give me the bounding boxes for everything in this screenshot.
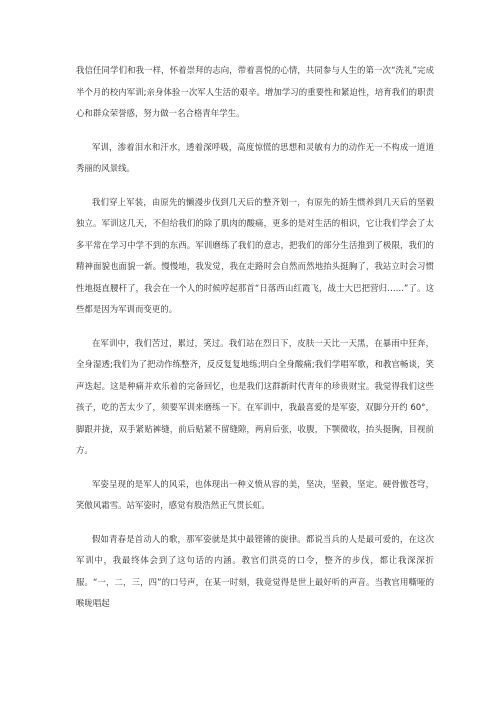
paragraph-1: 我信任同学们和我一样，怀着崇拜的志向，带着喜悦的心情，共同参与人生的第一次“洗礼”完成半个月的校内军训;亲身体验一次军人生活的艰辛。增加学习的重要性和紧迫性，培育我们的职责心和群众荣誉感，努力做一名合格青年学生。 xyxy=(76,65,434,118)
paragraph-4: 在军训中，我们苦过，累过，笑过。我们站在烈日下，皮肤一天比一天黑，在暴雨中狂奔，全身湿透;我们为了把动作练整齐，反反复复地练;明白全身酸痛;我们学唱军歌，和教官畅谈，笑声迭起。这是种痛并欢乐着的完备回忆，也是我们这群新时代青年的珍贵财宝。我觉得我们这些孩子，吃的苦太少了，须要军训来磨练一下。在军训中，我最喜爱的是军姿，双脚分开约 60°，脚跟并拢，双手紧贴裤缝，前后贴紧不留缝隙，两肩后张，收腹，下颚微收，抬头挺胸，目视前方。 xyxy=(76,337,434,455)
paragraph-2: 军训，渗着泪水和汗水，透着深呼吸，高度惊慌的思想和灵敏有力的动作无一不构成一道道秀丽的风景线。 xyxy=(76,141,434,173)
paragraph-3: 我们穿上军装，由原先的懒漫步伐到几天后的整齐划一，有原先的娇生惯养到几天后的坚毅独立。军训这几天，不但给我们的除了肌肉的酸痛，更多的是对生活的相识，它让我们学会了太多平常在学习中学不到的东西。军训磨练了我们的意志，把我们的部分生活推到了极限，我们的精神面貌也面貌一新。慢慢地，我发觉，我在走路时会自然而然地抬头挺胸了，我站立时会习惯性地挺直腰杆了，我会在一个人的时候哼起那首“日落西山红霞飞，战士大巴把营归……”了。这些都是因为军训而变更的。 xyxy=(76,196,434,314)
paragraph-6: 假如青春是首动人的歌，那军姿就是其中最铿锵的旋律。都说当兵的人是最可爱的，在这次军训中，我最终体会到了这句话的内涵。教官们洪亮的口令，整齐的步伐，都让我深深折服。“一，二，三，四”的口号声，在某一时刻，我竟觉得是世上最好听的声音。当教官用嘶哑的喉咙唱起 xyxy=(76,533,434,608)
document-page xyxy=(76,60,434,627)
paragraph-5: 军姿呈现的是军人的风采，也体现出一种义愤从容的美，坚决，坚毅，坚定。硬骨傲苍穹，笑傲风霜雪。站军姿时，感觉有股浩然正气贯长虹。 xyxy=(76,478,434,510)
